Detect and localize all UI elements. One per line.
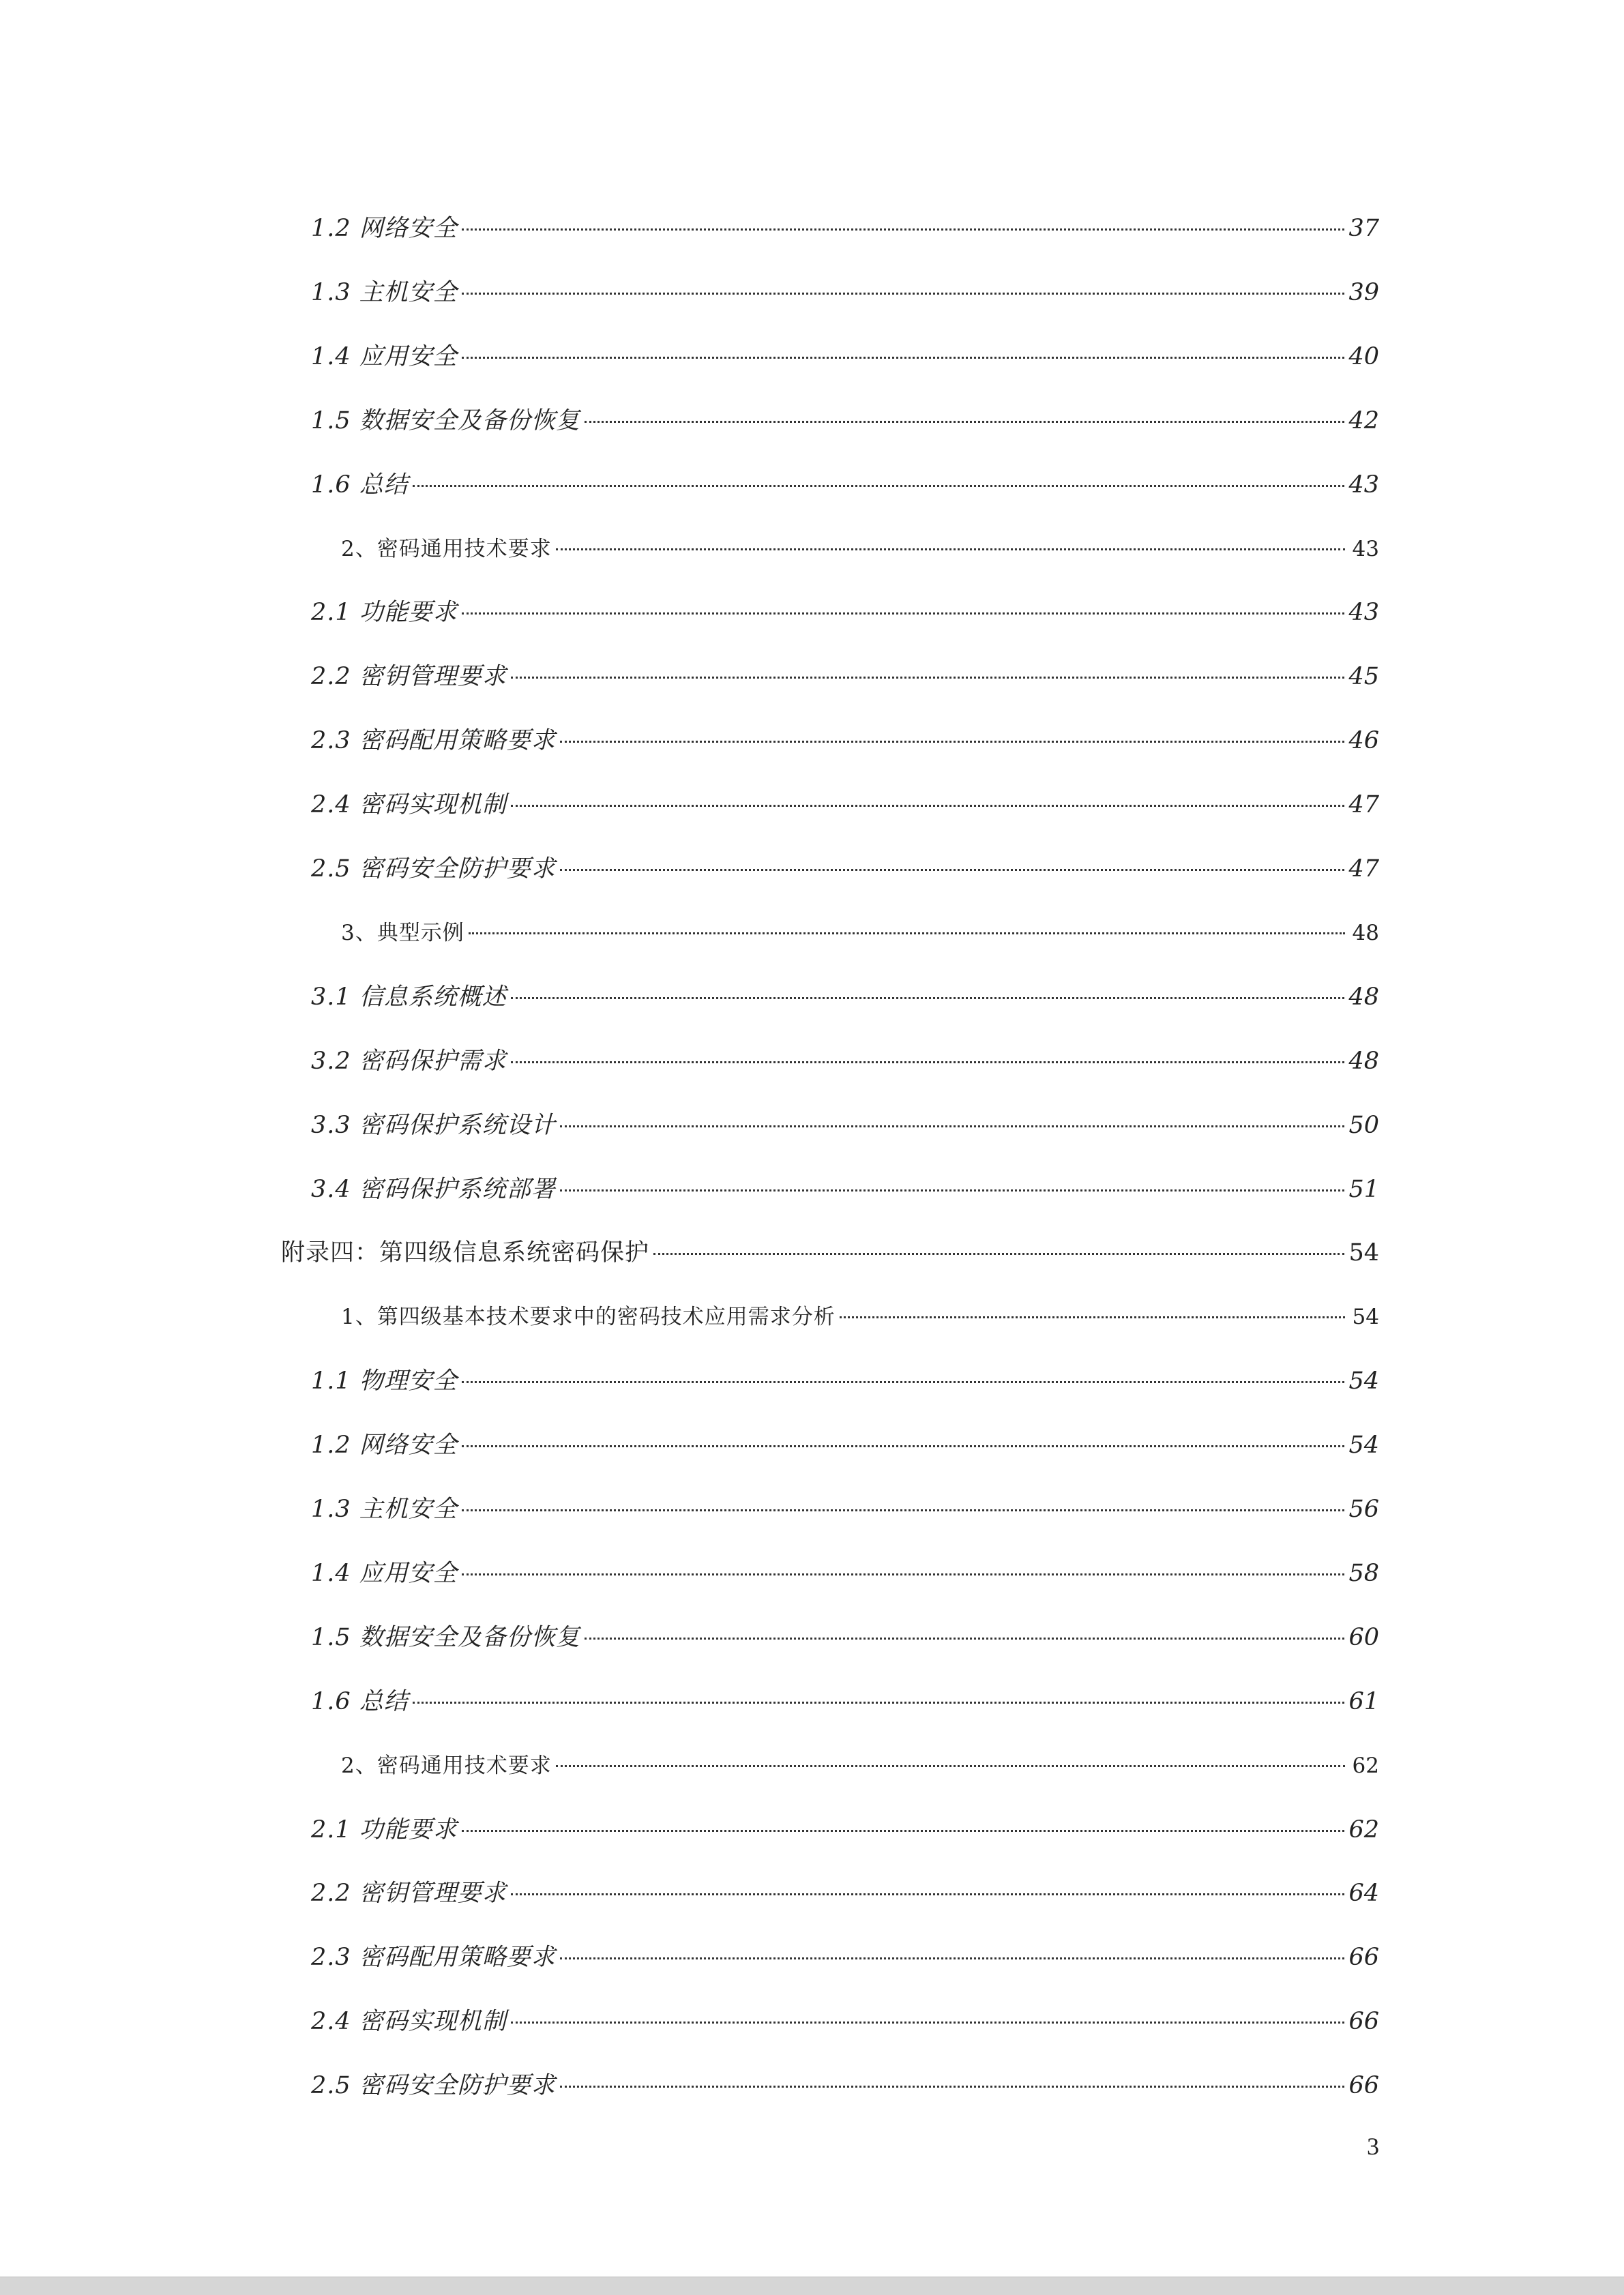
toc-entry-title: 3.2 密码保护需求 (311, 1048, 507, 1075)
toc-entry-title: 2.2 密钥管理要求 (311, 663, 507, 690)
page-number: 3 (1367, 2133, 1379, 2160)
toc-entry-title: 2.3 密码配用策略要求 (311, 1944, 556, 1971)
toc-entry-title: 2.5 密码安全防护要求 (311, 2072, 556, 2099)
toc-entry-title: 2、密码通用技术要求 (341, 1753, 552, 1778)
toc-entry-title: 1.6 总结 (311, 1688, 409, 1715)
toc-entry[interactable] (311, 1809, 1379, 1850)
toc-entry[interactable] (311, 1361, 1379, 1402)
toc-dot-leader (560, 1125, 1345, 1127)
toc-entry[interactable] (311, 1105, 1379, 1146)
toc-entry-title: 1、第四级基本技术要求中的密码技术应用需求分析 (341, 1305, 836, 1329)
toc-entry-page: 56 (1348, 1496, 1379, 1523)
toc-dot-leader (511, 2022, 1345, 2024)
toc-dot-leader (653, 1253, 1344, 1255)
toc-entry-title: 2.4 密码实现机制 (311, 2008, 507, 2035)
toc-entry-page: 48 (1352, 921, 1379, 945)
toc-entry[interactable] (311, 848, 1379, 889)
toc-entry[interactable] (311, 2001, 1379, 2042)
toc-dot-leader (511, 1893, 1345, 1895)
toc-dot-leader (556, 548, 1345, 550)
toc-entry-page: 64 (1348, 1880, 1379, 1907)
toc-entry-page: 54 (1348, 1367, 1379, 1395)
toc-entry-title: 1.1 物理安全 (311, 1367, 458, 1395)
toc-entry[interactable] (311, 272, 1379, 313)
toc-entry[interactable] (311, 592, 1379, 633)
toc-entry[interactable] (341, 913, 1379, 953)
toc-entry-title: 1.2 网络安全 (311, 215, 458, 242)
toc-entry-title: 1.2 网络安全 (311, 1432, 458, 1459)
toc-entry-title: 2、密码通用技术要求 (341, 537, 552, 561)
toc-dot-leader (560, 869, 1345, 871)
toc-entry[interactable] (311, 400, 1379, 441)
toc-entry-page: 46 (1348, 727, 1379, 754)
toc-entry-page: 66 (1348, 2008, 1379, 2035)
toc-entry[interactable] (311, 1041, 1379, 1082)
toc-entry[interactable] (341, 1297, 1379, 1337)
toc-entry-page: 50 (1348, 1112, 1379, 1139)
toc-entry-page: 54 (1348, 1432, 1379, 1459)
toc-dot-leader (462, 293, 1345, 295)
toc-entry-page: 61 (1348, 1688, 1379, 1715)
toc-entry[interactable] (311, 1553, 1379, 1594)
toc-entry-title: 1.3 主机安全 (311, 1496, 458, 1523)
toc-entry-title: 2.2 密钥管理要求 (311, 1880, 507, 1907)
toc-entry[interactable] (311, 464, 1379, 505)
toc-dot-leader (560, 2086, 1345, 2088)
toc-dot-leader (560, 1189, 1345, 1191)
toc-entry-title: 2.1 功能要求 (311, 599, 458, 626)
toc-entry[interactable] (311, 208, 1379, 249)
toc-dot-leader (556, 1765, 1345, 1767)
toc-entry-page: 54 (1348, 1239, 1379, 1267)
toc-dot-leader (413, 1702, 1345, 1704)
toc-dot-leader (462, 1509, 1345, 1511)
toc-entry-title: 3、典型示例 (341, 921, 464, 945)
toc-entry[interactable] (311, 336, 1379, 377)
toc-entry[interactable] (341, 1745, 1379, 1786)
toc-entry-title: 2.5 密码安全防护要求 (311, 855, 556, 883)
toc-entry-page: 58 (1348, 1560, 1379, 1587)
toc-entry-title: 附录四：第四级信息系统密码保护 (281, 1239, 650, 1267)
toc-entry-title: 1.3 主机安全 (311, 279, 458, 306)
toc-entry-page: 47 (1348, 791, 1379, 818)
toc-entry-title: 3.4 密码保护系统部署 (311, 1176, 556, 1203)
toc-entry-page: 45 (1348, 663, 1379, 690)
toc-entry-page: 60 (1348, 1624, 1379, 1651)
toc-entry-title: 3.1 信息系统概述 (311, 983, 507, 1011)
toc-entry[interactable] (311, 1489, 1379, 1530)
toc-dot-leader (462, 1573, 1345, 1575)
toc-entry-title: 1.6 总结 (311, 471, 409, 499)
toc-entry[interactable] (311, 2065, 1379, 2106)
toc-dot-leader (585, 1638, 1345, 1640)
toc-entry-title: 1.5 数据安全及备份恢复 (311, 407, 580, 434)
toc-dot-leader (462, 1445, 1345, 1447)
toc-entry-page: 62 (1352, 1753, 1379, 1778)
toc-dot-leader (560, 1957, 1345, 1959)
toc-dot-leader (511, 997, 1345, 999)
toc-entry-title: 1.4 应用安全 (311, 343, 458, 370)
toc-entry-page: 66 (1348, 1944, 1379, 1971)
toc-entry-page: 42 (1348, 407, 1379, 434)
toc-entry[interactable] (311, 1617, 1379, 1658)
toc-dot-leader (462, 357, 1345, 359)
toc-entry-page: 47 (1348, 855, 1379, 883)
toc-dot-leader (511, 805, 1345, 807)
toc-entry[interactable] (311, 977, 1379, 1018)
toc-entry-page: 37 (1348, 215, 1379, 242)
toc-entry[interactable] (311, 720, 1379, 761)
toc-entry-page: 43 (1348, 471, 1379, 499)
toc-entry[interactable] (311, 784, 1379, 825)
toc-dot-leader (840, 1316, 1345, 1318)
toc-entry[interactable] (311, 1169, 1379, 1210)
toc-entry-page: 66 (1348, 2072, 1379, 2099)
toc-entry-page: 48 (1348, 1048, 1379, 1075)
toc-dot-leader (585, 421, 1345, 423)
toc-entry-page: 39 (1348, 279, 1379, 306)
toc-entry-title: 1.5 数据安全及备份恢复 (311, 1624, 580, 1651)
toc-entry[interactable] (311, 656, 1379, 697)
toc-entry-page: 51 (1348, 1176, 1379, 1203)
page-bottom-edge (0, 2277, 1624, 2295)
toc-dot-leader (511, 1061, 1345, 1063)
toc-entry-title: 2.3 密码配用策略要求 (311, 727, 556, 754)
toc-dot-leader (462, 1830, 1345, 1832)
toc-dot-leader (462, 612, 1345, 615)
toc-entry-title: 1.4 应用安全 (311, 1560, 458, 1587)
toc-entry-page: 62 (1348, 1816, 1379, 1844)
toc-entry[interactable] (281, 1232, 1379, 1273)
toc-entry-title: 3.3 密码保护系统设计 (311, 1112, 556, 1139)
toc-entry[interactable] (311, 1681, 1379, 1722)
toc-entry-page: 40 (1348, 343, 1379, 370)
toc-entry[interactable] (311, 1937, 1379, 1978)
toc-dot-leader (413, 485, 1345, 487)
toc-entry-page: 54 (1352, 1305, 1379, 1329)
toc-dot-leader (462, 228, 1345, 231)
toc-entry-page: 48 (1348, 983, 1379, 1011)
toc-dot-leader (511, 677, 1345, 679)
toc-entry-page: 43 (1352, 537, 1379, 561)
toc-entry[interactable] (341, 529, 1379, 569)
toc-entry-title: 2.1 功能要求 (311, 1816, 458, 1844)
toc-dot-leader (560, 741, 1345, 743)
toc-entry-title: 2.4 密码实现机制 (311, 791, 507, 818)
toc-entry-page: 43 (1348, 599, 1379, 626)
toc-entry[interactable] (311, 1425, 1379, 1466)
toc-dot-leader (462, 1381, 1345, 1383)
toc-dot-leader (469, 932, 1345, 934)
toc-entry[interactable] (311, 1873, 1379, 1914)
